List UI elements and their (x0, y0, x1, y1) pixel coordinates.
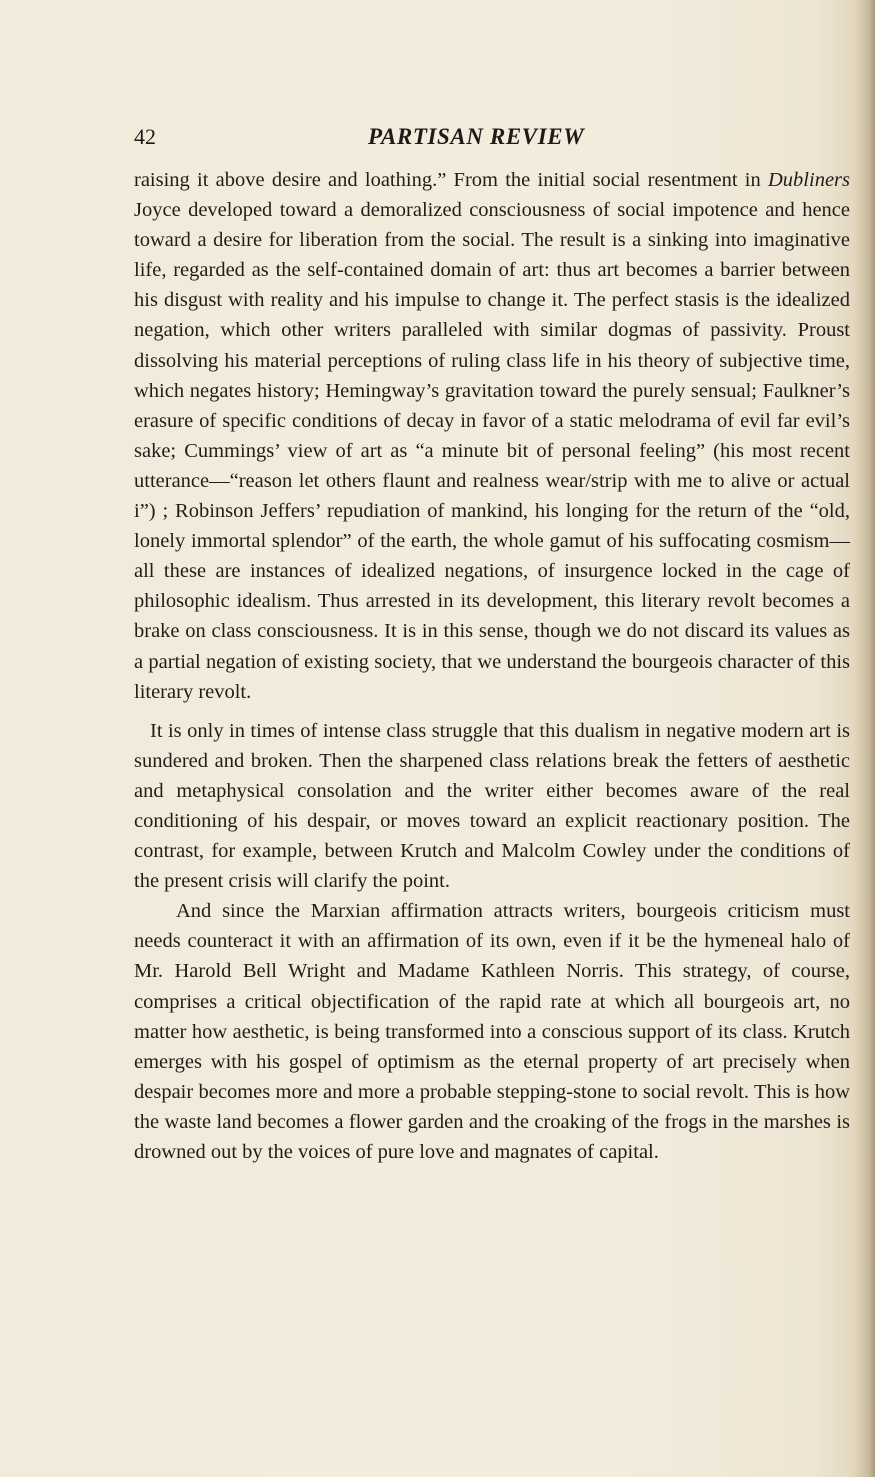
paragraph-3: And since the Marxian affirmation attracts writers, bourgeois criticism must needs counteract it with an affirmation of its own, even if it be the hymeneal halo of Mr. Harold Bell Wright and Madame Kathleen Norris. This strategy, of course, comprises a critical objectification of the rapid rate at which all bourgeois art, no matter how aesthetic, is being transformed into a conscious support of its class. Krutch emerges with his gospel of optimism as the eternal property of art precisely when despair becomes more and more a probable stepping-stone to social revolt. This is how the waste land becomes a flower garden and the croaking of the frogs in the marshes is drowned out by the voices of pure love and magnates of capital. (134, 900, 850, 1163)
paragraph-1-part-b: Joyce developed toward a demoralized consciousness of social impotence and hence toward a desire for liberation from the social. The result is a sinking into imaginative life, regarded as the self-contained domain of art: thus art becomes a barrier between his disgust with reality and his impulse to change it. The perfect stasis is the idealized negation, which other writers paralleled with similar dogmas of passivity. Proust dissolving his material perceptions of ruling class life in his theory of subjective time, which negates history; Hemingway’s gravitation toward the purely sensual; Faulkner’s erasure of specific conditions of decay in favor of a static melodrama of evil far evil’s sake; Cummings’ view of art as “a minute bit of personal feeling” (his most recent utterance—“reason let others flaunt and realness wear/strip with me to alive or actual i”) ; Robinson Jeffers’ repudiation of mankind, his longing for the return of the “old, lonely immortal splendor” of the earth, the whole gamut of his suffocating cosmism—all these are instances of idealized negations, of insurgence locked in the cage of philosophic idealism. Thus arrested in its development, this literary revolt becomes a brake on class consciousness. It is in this sense, though we do not discard its values as a partial negation of existing society, that we understand the bourgeois character of this literary revolt. (134, 199, 850, 703)
book-title-dubliners: Dubliners (768, 169, 850, 191)
paragraph-2: It is only in times of intense class struggle that this dualism in negative modern art is sundered and broken. Then the sharpened class relations break the fetters of aesthetic and metaphysical consolation and the writer either becomes aware of the real conditioning of his despair, or moves toward an explicit reactionary position. The contrast, for example, between Krutch and Malcolm Cowley under the conditions of the present crisis will clarify the point. (134, 719, 850, 893)
page-number: 42 (134, 124, 156, 149)
paragraph-1-part-a: raising it above desire and loathing.” From the initial social resentment in (134, 169, 768, 191)
body-text (134, 165, 850, 1167)
running-title: PARTISAN REVIEW (368, 124, 585, 149)
page-header (134, 122, 850, 158)
paragraph-1 (134, 165, 850, 707)
